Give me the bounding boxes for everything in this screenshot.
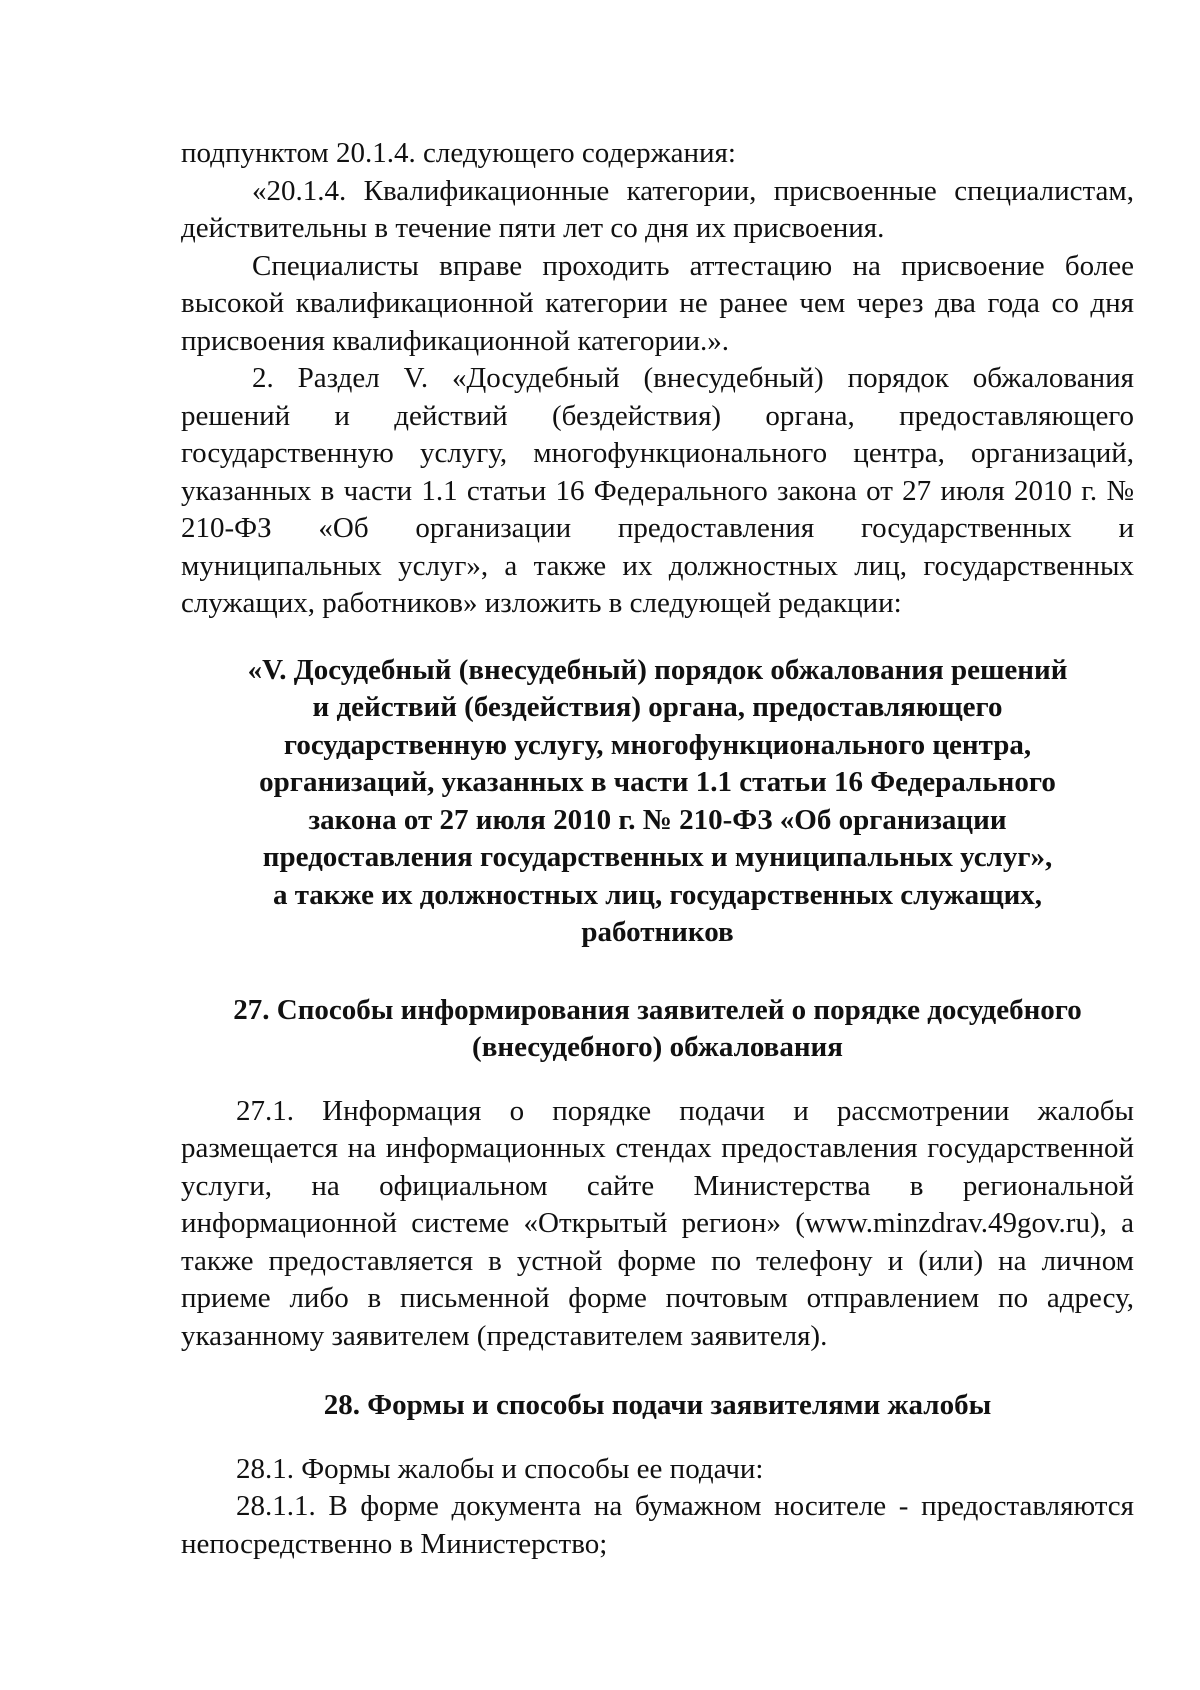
heading-27-line: (внесудебного) обжалования: [472, 1031, 843, 1063]
heading-27: [181, 992, 1134, 1067]
paragraph-specialists: Специалисты вправе проходить аттестацию на присвоение более высокой квалификационной категории не ранее чем через два года со дня присвоения квалификационной категории.».: [181, 249, 1134, 357]
heading-28: 28. Формы и способы подачи заявителями жалобы: [323, 1389, 992, 1421]
section-title-line: предоставления государственных и муниципальных услуг»,: [262, 841, 1053, 873]
paragraph-28-1-1: 28.1.1. В форме документа на бумажном носителе - предоставляются непосредственно в Министерство;: [181, 1490, 1134, 1560]
section-title-line: государственную услугу, многофункционального центра,: [283, 728, 1032, 761]
section-title-line: работников: [581, 916, 734, 948]
section-title-line: организаций, указанных в части 1.1 статьи 16 Федерального: [259, 766, 1056, 798]
heading-27-line: 27. Способы информирования заявителей о порядке досудебного: [233, 993, 1082, 1026]
section-title-line: «V. Досудебный (внесудебный) порядок обжалования решений: [247, 653, 1068, 686]
intro-line: подпунктом 20.1.4. следующего содержания:: [181, 137, 736, 169]
paragraph-27-1: 27.1. Информация о порядке подачи и рассмотрении жалобы размещается на информационных стендах предоставления государственной услуги, на официальном сайте Министерства в региональной информационной системе «Открытый регион» (www.minzdrav.49gov.ru), а также предоставляется в устной форме по телефону и (или) на личном приеме либо в письменной форме почтовым отправлением по адресу, указанному заявителем (представителем заявителя).: [181, 1094, 1134, 1352]
section-title-line: закона от 27 июля 2010 г. № 210-ФЗ «Об организации: [308, 803, 1007, 836]
section-title-line: а также их должностных лиц, государственных служащих,: [272, 878, 1043, 911]
section-v-title: [238, 652, 1078, 952]
section-title-line: и действий (бездействия) органа, предоставляющего: [312, 691, 1003, 723]
paragraph-28-1: 28.1. Формы жалобы и способы ее подачи:: [236, 1452, 764, 1485]
paragraph-20-1-4: «20.1.4. Квалификационные категории, присвоенные специалистам, действительны в течение пяти лет со дня их присвоения.: [181, 174, 1134, 244]
paragraph-section-v: 2. Раздел V. «Досудебный (внесудебный) порядок обжалования решений и действий (бездействия) органа, предоставляющего государственную услугу, многофункционального центра, организаций, указанных в части 1.1 статьи 16 Федерального закона от 27 июля 2010 г. № 210-ФЗ «Об организации предоставления государственных и муниципальных услуг», а также их должностных лиц, государственных служащих, работников» изложить в следующей редакции:: [181, 362, 1134, 619]
document-body: [181, 135, 1134, 1563]
